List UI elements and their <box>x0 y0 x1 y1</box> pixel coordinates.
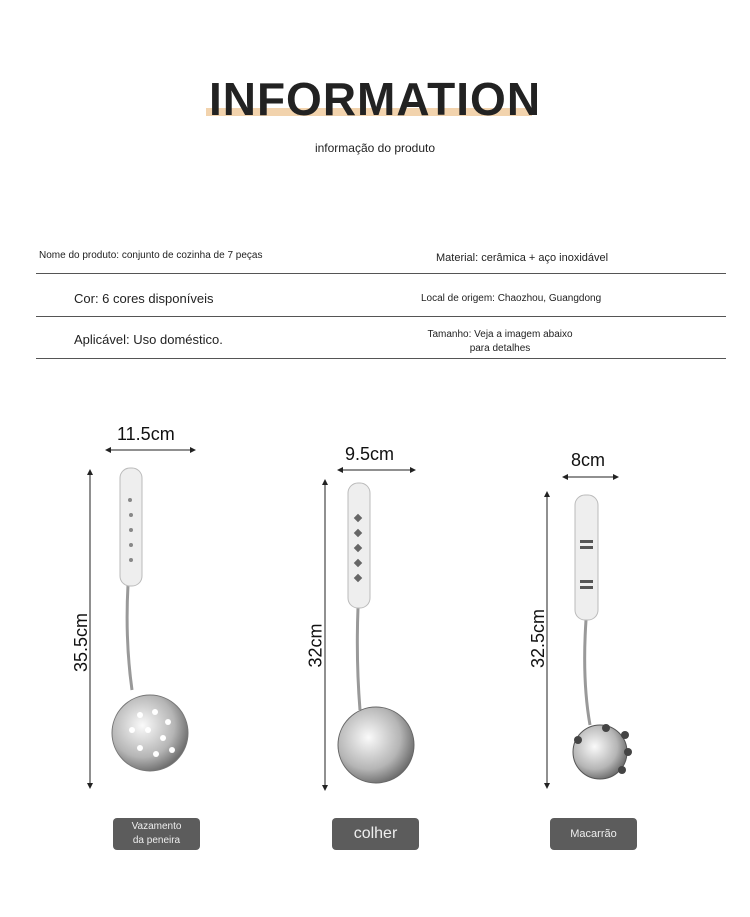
width-label: 9.5cm <box>345 444 395 464</box>
spec-usage: Aplicável: Uso doméstico. <box>74 332 223 347</box>
spec-product-name: Nome do produto: conjunto de cozinha de 7 peças <box>39 250 263 261</box>
pasta-label-button[interactable]: Macarrão <box>550 818 637 850</box>
spec-color: Cor: 6 cores disponíveis <box>74 291 214 306</box>
pasta-server-icon <box>573 495 632 779</box>
height-label: 32cm <box>305 623 326 668</box>
spec-origin: Local de origem: Chaozhou, Guangdong <box>421 293 602 304</box>
height-label: 32.5cm <box>528 608 549 669</box>
width-label: 11.5cm <box>117 424 175 444</box>
skimmer-icon <box>112 468 188 771</box>
ladle-label-button[interactable]: colher <box>332 818 419 850</box>
skimmer-label-button[interactable]: Vazamento da peneira <box>113 818 200 850</box>
ladle-icon <box>338 483 414 783</box>
spec-material: Material: cerâmica + aço inoxidável <box>436 252 609 264</box>
page-subtitle: informação do produto <box>314 141 436 155</box>
spec-size: Tamanho: Veja a imagem abaixo para detalhes <box>427 329 573 354</box>
width-label: 8cm <box>571 450 606 470</box>
page-title: INFORMATION <box>208 73 542 125</box>
height-label: 35.5cm <box>71 612 92 673</box>
